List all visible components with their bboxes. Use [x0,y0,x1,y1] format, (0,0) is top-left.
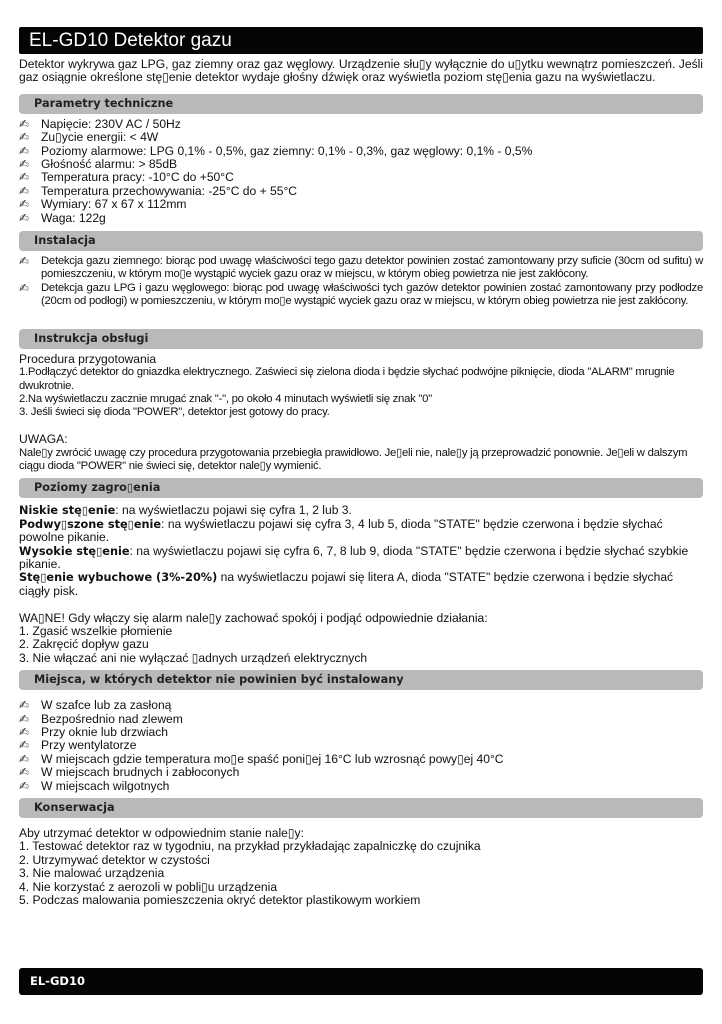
writing-hand-icon: ✍ [19,778,30,793]
list-item: ✍ Detekcja gazu ziemnego: biorąc pod uwagę właściwości tego gazu detektor powinien zostać zamontowany przy suficie (30cm od sufitu) w pomieszczeniu, w którym mo▯e wystąpić wyciek gazu oraz w miejscu, w którym obieg powietrza nie jest zakłócony. [19,254,703,281]
list-item: ✍ W szafce lub za zasłoną [19,698,172,713]
writing-hand-icon: ✍ [19,170,30,185]
writing-hand-icon: ✍ [19,751,30,766]
list-item: ✍ Temperatura pracy: -10°C do +50°C [19,170,234,185]
installation-list [19,255,703,309]
threat-level-row: Wysokie stę▯enie: na wyświetlaczu pojawi się cyfra 6, 7, 8 lub 9, dioda "STATE" będzie czerwona i będzie słychać szybkie pikanie. [19,543,689,571]
list-item: ✍ W miejscach wilgotnych [19,778,170,793]
usage-line: 2.Na wyświetlaczu zacznie mrugać znak "-", po około 4 minutach wyświetli się znak "0" [19,392,432,405]
warning-line: 2. Zakręcić dopływ gazu [19,637,149,652]
section-header-threat-levels: Poziomy zagro▯enia [19,478,703,498]
list-item: ✍ Napięcie: 230V AC / 50Hz [19,116,181,131]
section-header-usage: Instrukcja obsługi [19,329,703,349]
section-header-maintenance: Konserwacja [19,798,703,818]
spacer [19,598,703,611]
specs-list [19,118,703,225]
usage-line: Procedura przygotowania [19,351,157,366]
warning-line: 3. Nie włączać ani nie wyłączać ▯adnych urządzeń elektrycznych [19,650,368,665]
warning-line: WA▯NE! Gdy włączy się alarm nale▯y zachować spokój i podjąć odpowiednie działania: [19,610,488,625]
usage-warning-text: Nale▯y zwrócić uwagę czy procedura przygotowania przebiegła prawidłowo. Je▯eli nie, nale▯y ją przeprowadzić ponownie. Je▯eli w dalszym ciągu dioda "POWER" nie świeci się, detektor nale▯y wymienić. [19,446,688,472]
threat-level-row: Podwy▯szone stę▯enie: na wyświetlaczu pojawi się cyfra 3, 4 lub 5, dioda "STATE" będzie czerwona i będzie słychać powolne pikanie. [19,516,663,545]
list-item: ✍ W miejscach brudnych i zabłoconych [19,765,240,780]
section-header-installation: Instalacja [19,231,703,251]
warning-line: 1. Zgasić wszelkie płomienie [19,623,173,638]
writing-hand-icon: ✍ [19,698,30,713]
threat-level-row: Niskie stę▯enie: na wyświetlaczu pojawi się cyfra 1, 2 lub 3. [19,503,352,518]
usage-line: 1.Podłączyć detektor do gniazdka elektrycznego. Zaświeci się zielona dioda i będzie słychać podwójne piknięcie, dioda "ALARM" mrugnie dwukrotnie. [19,366,675,392]
maintenance-text [19,827,703,907]
section-header-specs: Parametry techniczne [19,94,703,114]
intro-paragraph: Detektor wykrywa gaz LPG, gaz ziemny oraz gaz węglowy. Urządzenie słu▯y wyłącznie do u▯ytku wewnątrz pomieszczeń. Jeśli gaz osiągnie określone stę▯enie detektor wydaje głośny dźwięk oraz wyświetla poziom stę▯enia gazu na wyświetlaczu. [19,57,703,85]
writing-hand-icon: ✍ [19,280,29,295]
maintenance-line: 5. Podczas malowania pomieszczenia okryć detektor plastikowym workiem [19,893,421,908]
list-item: ✍ W miejscach gdzie temperatura mo▯e spaść poni▯ej 16°C lub wzrosnąć powy▯ej 40°C [19,751,504,766]
list-item: ✍ Przy oknie lub drzwiach [19,725,169,739]
maintenance-line: 1. Testować detektor raz w tygodniu, na przykład przykładając zapalniczkę do czujnika [19,839,481,854]
list-item: ✍ Zu▯ycie energii: < 4W [19,130,159,145]
writing-hand-icon: ✍ [19,711,30,726]
threat-levels [19,504,703,665]
document-page [19,27,703,907]
writing-hand-icon: ✍ [19,183,30,198]
list-item: ✍ Waga: 122g [19,210,106,225]
list-item: ✍ Wymiary: 67 x 67 x 112mm [19,197,187,212]
usage-text [19,353,703,474]
writing-hand-icon: ✍ [19,143,30,158]
maintenance-line: 2. Utrzymywać detektor w czystości [19,852,210,867]
spacer [19,420,703,433]
usage-line: 3. Jeśli świeci się dioda "POWER", detektor jest gotowy do pracy. [19,406,330,419]
list-item: ✍ Poziomy alarmowe: LPG 0,1% - 0,5%, gaz ziemny: 0,1% - 0,3%, gaz węglowy: 0,1% - 0,5% [19,143,533,158]
list-item: ✍ Bezpośrednio nad zlewem [19,711,183,726]
writing-hand-icon: ✍ [19,738,30,753]
maintenance-line: 4. Nie korzystać z aerozoli w pobli▯u urządzenia [19,879,278,894]
threat-level-label: Wysokie stę▯enie [19,544,130,558]
avoid-list [19,699,703,793]
threat-level-row: Stę▯enie wybuchowe (3%-20%) na wyświetlaczu pojawi się litera A, dioda "STATE" będzie czerwona i będzie słychać ciągły pisk. [19,570,674,598]
threat-level-label: Stę▯enie wybuchowe (3%-20%) [19,571,218,585]
list-item: ✍ Przy wentylatorze [19,738,137,753]
writing-hand-icon: ✍ [19,254,29,269]
footer-model-label: EL-GD10 [19,968,703,995]
maintenance-line: Aby utrzymać detektor w odpowiednim stanie nale▯y: [19,826,304,841]
writing-hand-icon: ✍ [19,210,30,225]
threat-level-label: Podwy▯szone stę▯enie [19,517,162,531]
writing-hand-icon: ✍ [19,157,30,172]
maintenance-line: 3. Nie malować urządzenia [19,866,165,881]
usage-warning-label: UWAGA: [19,432,68,447]
list-item: ✍ Temperatura przechowywania: -25°C do + 55°C [19,183,298,198]
writing-hand-icon: ✍ [19,725,30,739]
list-item: ✍ Detekcja gazu LPG i gazu węglowego: biorąc pod uwagę właściwości tych gazów detektor powinien zostać zamontowany przy podłodze (20cm od podłogi) w pomieszczeniu, w którym mo▯e wystąpić wyciek gazu oraz w miejscu, w którym obieg powietrza nie jest zakłócony. [19,280,703,308]
writing-hand-icon: ✍ [19,765,30,780]
writing-hand-icon: ✍ [19,116,30,131]
document-title: EL-GD10 Detektor gazu [19,27,703,54]
list-item: ✍ Głośność alarmu: > 85dB [19,157,178,172]
section-header-avoid-places: Miejsca, w których detektor nie powinien być instalowany [19,670,703,690]
threat-level-label: Niskie stę▯enie [19,504,116,518]
writing-hand-icon: ✍ [19,197,30,212]
writing-hand-icon: ✍ [19,130,30,145]
